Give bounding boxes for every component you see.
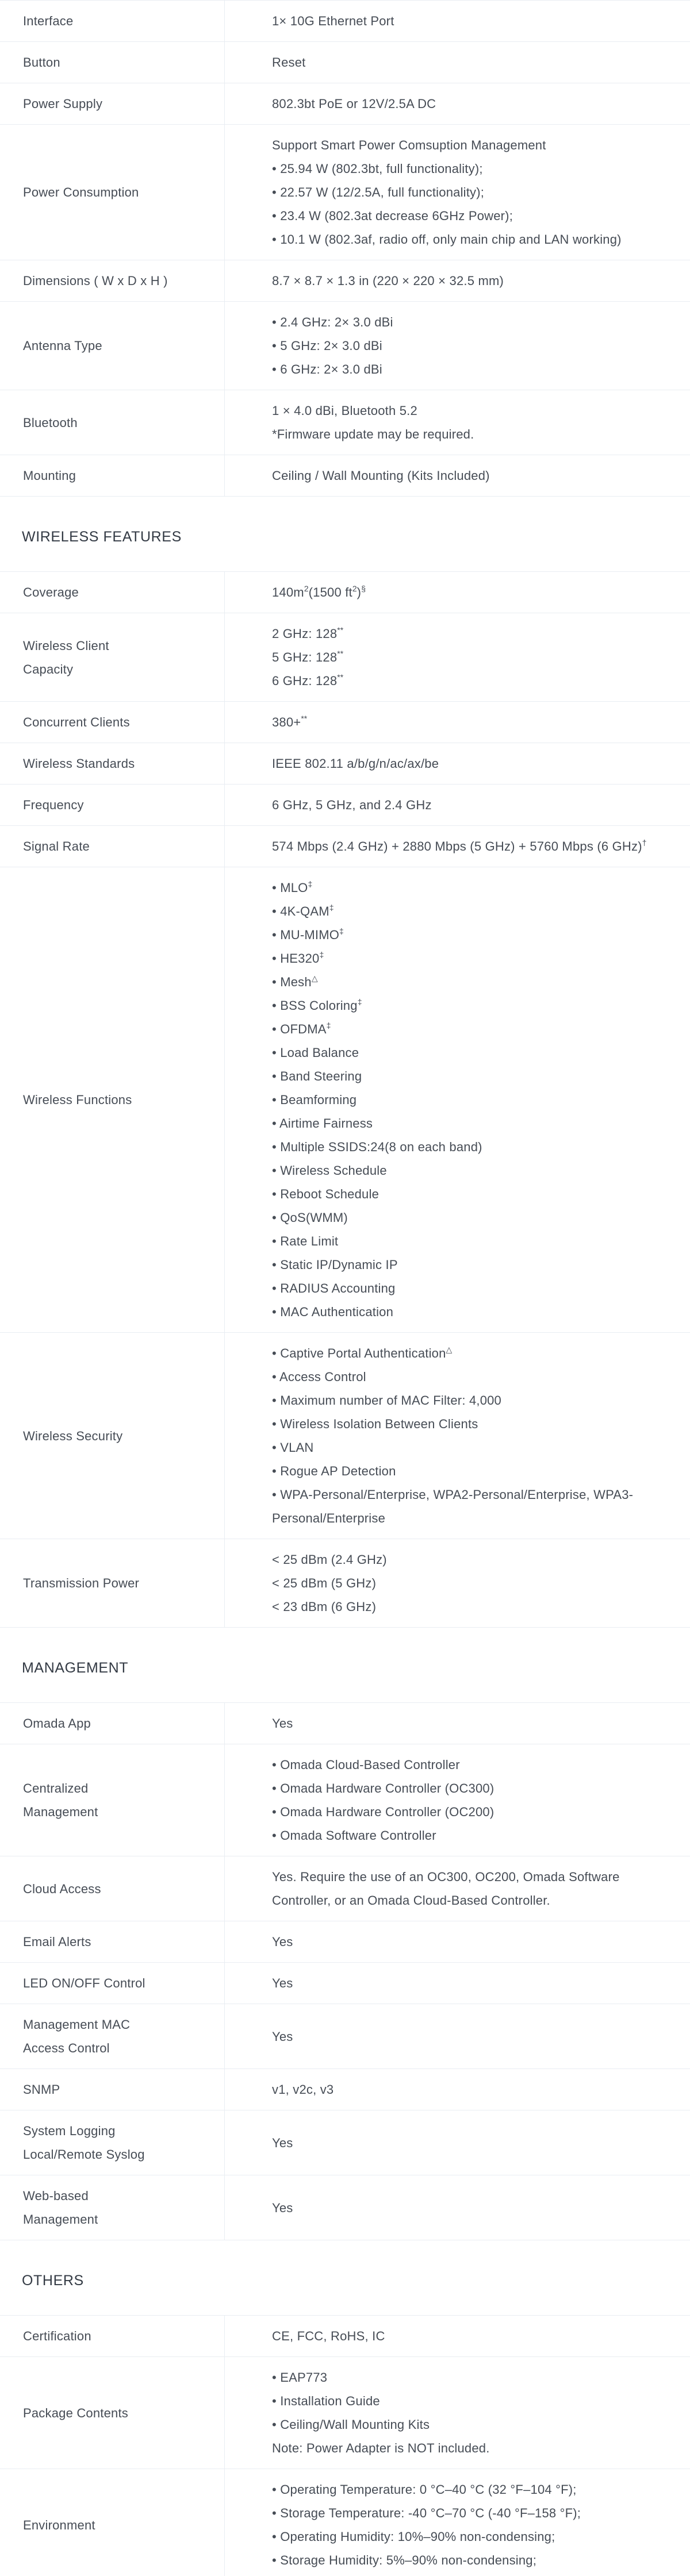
superscript-marker: § xyxy=(361,584,366,593)
spec-value xyxy=(225,785,690,825)
spec-value-line: • Rate Limit xyxy=(272,1234,339,1248)
spec-value xyxy=(225,2316,690,2356)
spec-row-web-based-management xyxy=(0,2175,690,2240)
superscript-marker: ‡ xyxy=(326,1021,331,1030)
spec-value-line: • Maximum number of MAC Filter: 4,000 xyxy=(272,1393,501,1408)
spec-label xyxy=(0,2004,225,2069)
spec-label-line: Web-based xyxy=(23,2189,89,2203)
spec-label-line: Wireless Client xyxy=(23,638,109,653)
spec-label xyxy=(0,1744,225,1856)
spec-row-transmission-power xyxy=(0,1539,690,1628)
spec-label xyxy=(0,785,225,825)
spec-value-line: • Omada Hardware Controller (OC300) xyxy=(272,1781,494,1795)
spec-value-line: • 10.1 W (802.3af, radio off, only main chip and LAN working) xyxy=(272,232,622,247)
spec-value-line: 1 × 4.0 dBi, Bluetooth 5.2 xyxy=(272,403,417,418)
spec-label-line: Wireless Standards xyxy=(23,756,135,771)
spec-label-line: Interface xyxy=(23,14,74,28)
spec-label xyxy=(0,613,225,701)
spec-value-line: • 25.94 W (802.3bt, full functionality); xyxy=(272,162,483,176)
spec-label-line: Dimensions ( W x D x H ) xyxy=(23,274,168,288)
spec-value-line: IEEE 802.11 a/b/g/n/ac/ax/be xyxy=(272,756,439,771)
spec-value xyxy=(225,1744,690,1856)
spec-value xyxy=(225,867,690,1332)
spec-label xyxy=(0,1333,225,1539)
spec-label xyxy=(0,2069,225,2110)
spec-value xyxy=(225,1703,690,1744)
spec-value xyxy=(225,42,690,83)
spec-value xyxy=(225,2004,690,2069)
spec-row-email-alerts xyxy=(0,1921,690,1963)
spec-label-line: Signal Rate xyxy=(23,839,90,853)
spec-label-line: Management MAC xyxy=(23,2017,131,2032)
spec-value-line: 5 GHz: 128** xyxy=(272,649,344,664)
spec-label-line: Power Supply xyxy=(23,97,103,111)
spec-value xyxy=(225,2110,690,2175)
spec-value-line: • Ceiling/Wall Mounting Kits xyxy=(272,2417,430,2432)
spec-value-line: • Reboot Schedule xyxy=(272,1187,379,1201)
spec-label-line: Environment xyxy=(23,2517,95,2532)
spec-row-environment xyxy=(0,2469,690,2576)
spec-row-system-logging-local-remote-syslog xyxy=(0,2110,690,2175)
spec-value-line: 380+** xyxy=(272,714,308,729)
spec-value-line: • Storage Humidity: 5%–90% non-condensing; xyxy=(272,2553,537,2567)
spec-value-line: Yes. Require the use of an OC300, OC200, Omada Software Controller, or an Omada Cloud-Based Controller. xyxy=(272,1870,620,1908)
spec-label xyxy=(0,2316,225,2356)
spec-value-line: • WPA-Personal/Enterprise, WPA2-Personal/Enterprise, WPA3-Personal/Enterprise xyxy=(272,1487,634,1525)
section-heading-others: OTHERS xyxy=(22,2273,84,2289)
spec-label-line: Concurrent Clients xyxy=(23,715,130,729)
superscript-marker: ‡ xyxy=(319,950,324,959)
spec-label-line: Capacity xyxy=(23,662,74,676)
spec-label-line: Cloud Access xyxy=(23,1881,101,1896)
spec-label xyxy=(0,826,225,867)
spec-row-management-mac-access-control xyxy=(0,2004,690,2069)
spec-label-line: Omada App xyxy=(23,1716,91,1731)
spec-value xyxy=(225,302,690,390)
spec-value-line: Note: Power Adapter is NOT included. xyxy=(272,2441,490,2455)
spec-row-signal-rate xyxy=(0,826,690,867)
spec-value-line: • QoS(WMM) xyxy=(272,1210,348,1225)
spec-label-line: Transmission Power xyxy=(23,1576,140,1590)
spec-value-line: • Access Control xyxy=(272,1370,366,1384)
spec-row-concurrent-clients xyxy=(0,702,690,743)
spec-value xyxy=(225,1963,690,2004)
spec-value-line: • 5 GHz: 2× 3.0 dBi xyxy=(272,339,382,353)
spec-row-certification xyxy=(0,2316,690,2357)
superscript-marker: ‡ xyxy=(329,903,334,912)
spec-value xyxy=(225,390,690,455)
spec-label xyxy=(0,1,225,41)
spec-value-line: • MU-MIMO‡ xyxy=(272,926,344,942)
spec-value-line: Support Smart Power Comsuption Management xyxy=(272,138,546,152)
spec-row-frequency xyxy=(0,785,690,826)
spec-value xyxy=(225,826,690,867)
spec-value xyxy=(225,1921,690,1962)
superscript-marker: † xyxy=(642,838,647,847)
spec-value-line: $140m^2(1500$ $ft^2)^\S$ xyxy=(272,584,366,599)
spec-label-line: Management xyxy=(23,1805,98,1819)
superscript-marker: ‡ xyxy=(339,926,344,936)
spec-value-line: • Storage Temperature: -40 °C–70 °C (-40 °F–158 °F); xyxy=(272,2506,581,2520)
spec-label-line: Email Alerts xyxy=(23,1935,91,1949)
spec-value-line: • Omada Hardware Controller (OC200) xyxy=(272,1805,494,1819)
spec-label-line: SNMP xyxy=(23,2082,60,2097)
spec-value xyxy=(225,2175,690,2240)
spec-label xyxy=(0,2469,225,2576)
spec-label-line: Certification xyxy=(23,2329,91,2343)
spec-label xyxy=(0,702,225,743)
spec-row-package-contents xyxy=(0,2357,690,2469)
spec-table-management xyxy=(0,1702,690,2240)
spec-value xyxy=(225,1539,690,1627)
spec-value-line: • 2.4 GHz: 2× 3.0 dBi xyxy=(272,315,393,329)
spec-value-line: Ceiling / Wall Mounting (Kits Included) xyxy=(272,468,490,483)
spec-value-line: *Firmware update may be required. xyxy=(272,427,474,441)
spec-value-line: < 25 dBm (5 GHz) xyxy=(272,1576,377,1590)
spec-row-led-on-off-control xyxy=(0,1963,690,2004)
spec-label-line: Package Contents xyxy=(23,2405,128,2420)
spec-value-line: 6 GHz, 5 GHz, and 2.4 GHz xyxy=(272,798,432,812)
spec-value xyxy=(225,1,690,41)
spec-label-line: Power Consumption xyxy=(23,185,139,199)
spec-value-line: • BSS Coloring‡ xyxy=(272,997,362,1013)
spec-value xyxy=(225,2357,690,2469)
spec-value xyxy=(225,572,690,613)
spec-value-line: • Omada Cloud-Based Controller xyxy=(272,1758,460,1772)
superscript-marker: ** xyxy=(337,672,344,682)
superscript-marker: △ xyxy=(311,974,318,983)
spec-label xyxy=(0,455,225,496)
spec-value-line: • Beamforming xyxy=(272,1093,357,1107)
superscript-marker: 2 xyxy=(304,584,309,593)
spec-label-line: Antenna Type xyxy=(23,339,102,353)
spec-label xyxy=(0,1963,225,2004)
spec-label-line: Centralized xyxy=(23,1781,89,1795)
spec-value-line: • HE320‡ xyxy=(272,950,324,966)
spec-label xyxy=(0,83,225,124)
spec-value-line: • Band Steering xyxy=(272,1069,362,1083)
spec-label-line: Button xyxy=(23,55,60,70)
spec-label-line: Wireless Security xyxy=(23,1428,123,1443)
spec-value-line: Yes xyxy=(272,2135,293,2150)
spec-label xyxy=(0,1856,225,1921)
spec-value-line: • Installation Guide xyxy=(272,2394,380,2408)
spec-value-line: 8.7 × 8.7 × 1.3 in (220 × 220 × 32.5 mm) xyxy=(272,274,504,288)
spec-row-wireless-security xyxy=(0,1333,690,1539)
spec-value-line: • Omada Software Controller xyxy=(272,1828,436,1843)
spec-value-line: CE, FCC, RoHS, IC xyxy=(272,2329,385,2343)
spec-row-wireless-standards xyxy=(0,743,690,785)
spec-value-line: < 25 dBm (2.4 GHz) xyxy=(272,1552,387,1567)
spec-value xyxy=(225,125,690,260)
spec-value-line: • MAC Authentication xyxy=(272,1305,394,1319)
spec-row-mounting xyxy=(0,455,690,497)
spec-value xyxy=(225,260,690,301)
spec-label-line: Mounting xyxy=(23,468,76,483)
spec-value-line: • Multiple SSIDS:24(8 on each band) xyxy=(272,1140,482,1154)
section-heading-management: MANAGEMENT xyxy=(22,1660,129,1676)
spec-value-line: Yes xyxy=(272,1935,293,1949)
spec-label-line: Management xyxy=(23,2212,98,2227)
spec-value-line: • Operating Temperature: 0 °C–40 °C (32 °F–104 °F); xyxy=(272,2482,577,2497)
spec-value-line: < 23 dBm (6 GHz) xyxy=(272,1600,377,1614)
spec-label xyxy=(0,2110,225,2175)
superscript-marker: △ xyxy=(446,1345,453,1354)
spec-label xyxy=(0,2357,225,2469)
spec-value-line: • 4K-QAM‡ xyxy=(272,903,334,918)
spec-row-interface xyxy=(0,1,690,42)
spec-label-line: Local/Remote Syslog xyxy=(23,2147,145,2162)
spec-value-line: • 23.4 W (802.3at decrease 6GHz Power); xyxy=(272,209,513,223)
spec-row-power-consumption xyxy=(0,125,690,260)
spec-label-line: Wireless Functions xyxy=(23,1093,132,1107)
spec-value xyxy=(225,455,690,496)
spec-value-line: • Rogue AP Detection xyxy=(272,1464,396,1478)
spec-label-line: Coverage xyxy=(23,585,79,599)
spec-value xyxy=(225,2069,690,2110)
superscript-marker: ** xyxy=(301,714,308,723)
spec-value-line: • Operating Humidity: 10%–90% non-condensing; xyxy=(272,2529,555,2544)
spec-value-line: • VLAN xyxy=(272,1440,314,1455)
spec-label-line: Bluetooth xyxy=(23,415,78,430)
superscript-marker: ** xyxy=(337,625,344,635)
spec-value-line: • Wireless Isolation Between Clients xyxy=(272,1417,478,1431)
spec-value-line: • MLO‡ xyxy=(272,879,313,895)
spec-row-centralized-management xyxy=(0,1744,690,1856)
spec-table-wireless-features xyxy=(0,571,690,1628)
spec-row-dimensions-w-x-d-x-h xyxy=(0,260,690,302)
spec-table-others xyxy=(0,2315,690,2576)
spec-value-line: 6 GHz: 128** xyxy=(272,672,344,688)
spec-row-antenna-type xyxy=(0,302,690,390)
spec-value-line: Reset xyxy=(272,55,306,70)
superscript-marker: ** xyxy=(337,649,344,658)
spec-row-cloud-access xyxy=(0,1856,690,1921)
spec-value-line: Yes xyxy=(272,2200,293,2215)
spec-value-line: • 6 GHz: 2× 3.0 dBi xyxy=(272,362,382,376)
spec-label xyxy=(0,867,225,1332)
spec-label-line: LED ON/OFF Control xyxy=(23,1976,145,1990)
spec-row-coverage xyxy=(0,572,690,613)
spec-row-wireless-client-capacity xyxy=(0,613,690,702)
spec-label-line: Access Control xyxy=(23,2041,110,2055)
spec-value-line: 2 GHz: 128** xyxy=(272,625,344,641)
spec-value-line: • RADIUS Accounting xyxy=(272,1281,396,1295)
spec-value-line: • Load Balance xyxy=(272,1045,359,1060)
spec-value xyxy=(225,2469,690,2576)
spec-row-omada-app xyxy=(0,1703,690,1744)
section-heading-wireless-features: WIRELESS FEATURES xyxy=(22,529,182,545)
spec-label xyxy=(0,1539,225,1627)
spec-label xyxy=(0,260,225,301)
spec-value-line: • Captive Portal Authentication△ xyxy=(272,1345,453,1360)
spec-label xyxy=(0,1921,225,1962)
spec-label xyxy=(0,572,225,613)
spec-value-line: 1× 10G Ethernet Port xyxy=(272,14,394,28)
spec-value-line: • OFDMA‡ xyxy=(272,1021,331,1036)
spec-row-power-supply xyxy=(0,83,690,125)
spec-label-line: System Logging xyxy=(23,2124,116,2138)
spec-value-line: v1, v2c, v3 xyxy=(272,2082,334,2097)
spec-label-line: Frequency xyxy=(23,798,84,812)
spec-value xyxy=(225,743,690,784)
superscript-marker: ‡ xyxy=(357,997,362,1006)
spec-value-line: • EAP773 xyxy=(272,2370,328,2385)
spec-label xyxy=(0,743,225,784)
spec-row-bluetooth xyxy=(0,390,690,455)
spec-value-line: • Static IP/Dynamic IP xyxy=(272,1258,398,1272)
spec-value-line: Yes xyxy=(272,1716,293,1731)
spec-value-line: • Airtime Fairness xyxy=(272,1116,373,1131)
spec-value-line: Yes xyxy=(272,1976,293,1990)
spec-value-line: • 22.57 W (12/2.5A, full functionality); xyxy=(272,185,485,199)
spec-label xyxy=(0,2175,225,2240)
spec-row-wireless-functions xyxy=(0,867,690,1333)
spec-value xyxy=(225,83,690,124)
spec-value xyxy=(225,1856,690,1921)
spec-label xyxy=(0,125,225,260)
spec-row-button xyxy=(0,42,690,83)
superscript-marker: ‡ xyxy=(308,879,313,889)
spec-value-line: • Wireless Schedule xyxy=(272,1163,387,1178)
spec-label xyxy=(0,42,225,83)
spec-value-line: 574 Mbps (2.4 GHz) + 2880 Mbps (5 GHz) + 5760 Mbps (6 GHz)† xyxy=(272,838,647,853)
spec-table-general xyxy=(0,0,690,497)
spec-value-line: 802.3bt PoE or 12V/2.5A DC xyxy=(272,97,436,111)
spec-row-snmp xyxy=(0,2069,690,2110)
spec-value xyxy=(225,1333,690,1539)
superscript-marker: 2 xyxy=(352,584,357,593)
spec-label xyxy=(0,1703,225,1744)
spec-label xyxy=(0,390,225,455)
spec-value-line: • Mesh△ xyxy=(272,974,318,989)
spec-value xyxy=(225,702,690,743)
spec-label xyxy=(0,302,225,390)
spec-value-line: Yes xyxy=(272,2029,293,2044)
spec-value xyxy=(225,613,690,701)
